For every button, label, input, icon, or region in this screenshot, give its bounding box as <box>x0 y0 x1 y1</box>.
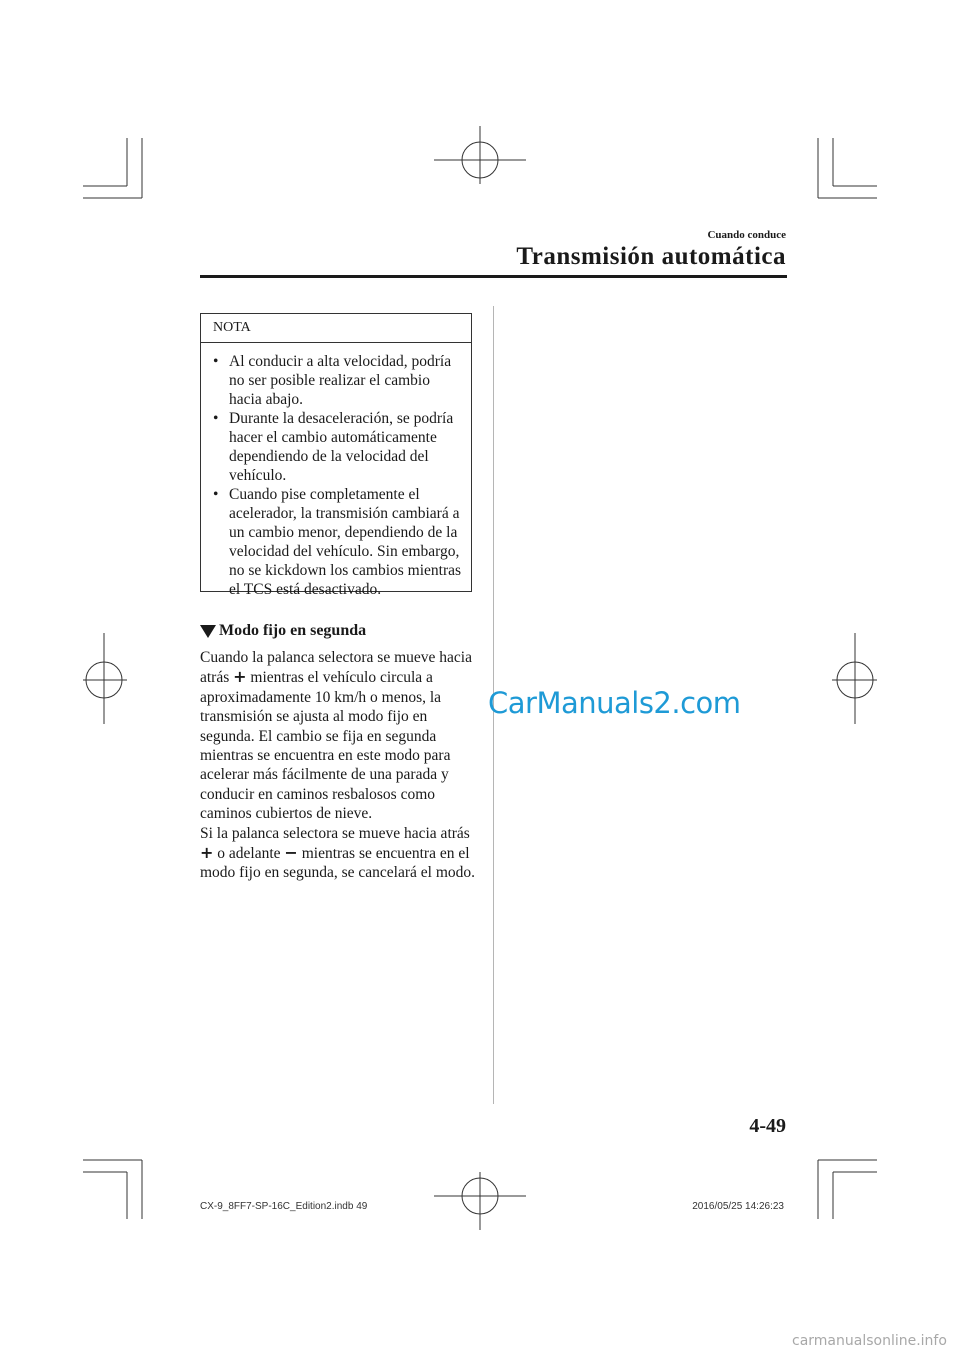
header-section: Cuando conduce <box>707 229 786 241</box>
paragraph-1 <box>200 648 478 824</box>
note-item <box>209 409 465 485</box>
note-item-text: Cuando pise completamente el acelerador, la transmisión cambiará a un cambio menor, dependiendo de la velocidad del vehículo. Sin embargo, no se kickdown los cambios mientras el TCS está desactivado. <box>229 486 462 598</box>
paragraph-text: Cuando la palanca selectora se mueve hacia atrás <box>200 649 472 687</box>
note-title: NOTA <box>213 320 251 335</box>
footer-timestamp: 2016/05/25 14:26:23 <box>692 1201 784 1212</box>
note-divider <box>201 342 471 343</box>
paragraph-text: o adelante <box>213 845 285 863</box>
note-item-text: Durante la desaceleración, se podría hacer el cambio automáticamente dependiendo de la velocidad del vehículo. <box>229 410 454 484</box>
triangle-down-icon <box>200 625 216 638</box>
bullet-icon: • <box>213 410 219 427</box>
plus-icon: + <box>200 843 214 863</box>
footer-file: CX-9_8FF7-SP-16C_Edition2.indb 49 <box>200 1201 368 1212</box>
note-item-text: Al conducir a alta velocidad, podría no ser posible realizar el cambio hacia abajo. <box>229 353 452 408</box>
section-heading <box>200 622 366 640</box>
paragraph-2 <box>200 824 478 883</box>
paragraph-text: Si la palanca selectora se mueve hacia atrás <box>200 824 470 842</box>
note-item <box>209 485 465 599</box>
header-rule <box>200 275 787 278</box>
paragraph-text: mientras el vehículo circula a aproximadamente 10 km/h o menos, la transmisión se ajusta al modo fijo en segunda. El cambio se fija en segunda mientras se encuentra en este modo para acelerar más fácilmente de una parada y conducir en caminos resbalosos como caminos cubiertos de nieve. <box>200 669 451 823</box>
note-list <box>209 352 465 599</box>
bullet-icon: • <box>213 353 219 370</box>
plus-icon: + <box>233 667 247 687</box>
page-title: Transmisión automática <box>516 243 786 270</box>
page-number: 4-49 <box>749 1115 786 1137</box>
site-watermark: carmanualsonline.info <box>792 1333 947 1349</box>
paragraph-text: mientras se encuentra en el modo fijo en segunda, se cancelará el modo. <box>200 845 476 882</box>
watermark: CarManuals2.com <box>488 686 741 720</box>
note-item <box>209 352 465 409</box>
bullet-icon: • <box>213 486 219 503</box>
section-body <box>200 648 478 883</box>
note-box <box>200 313 472 598</box>
section-title: Modo fijo en segunda <box>219 622 367 639</box>
minus-icon: − <box>284 843 298 863</box>
